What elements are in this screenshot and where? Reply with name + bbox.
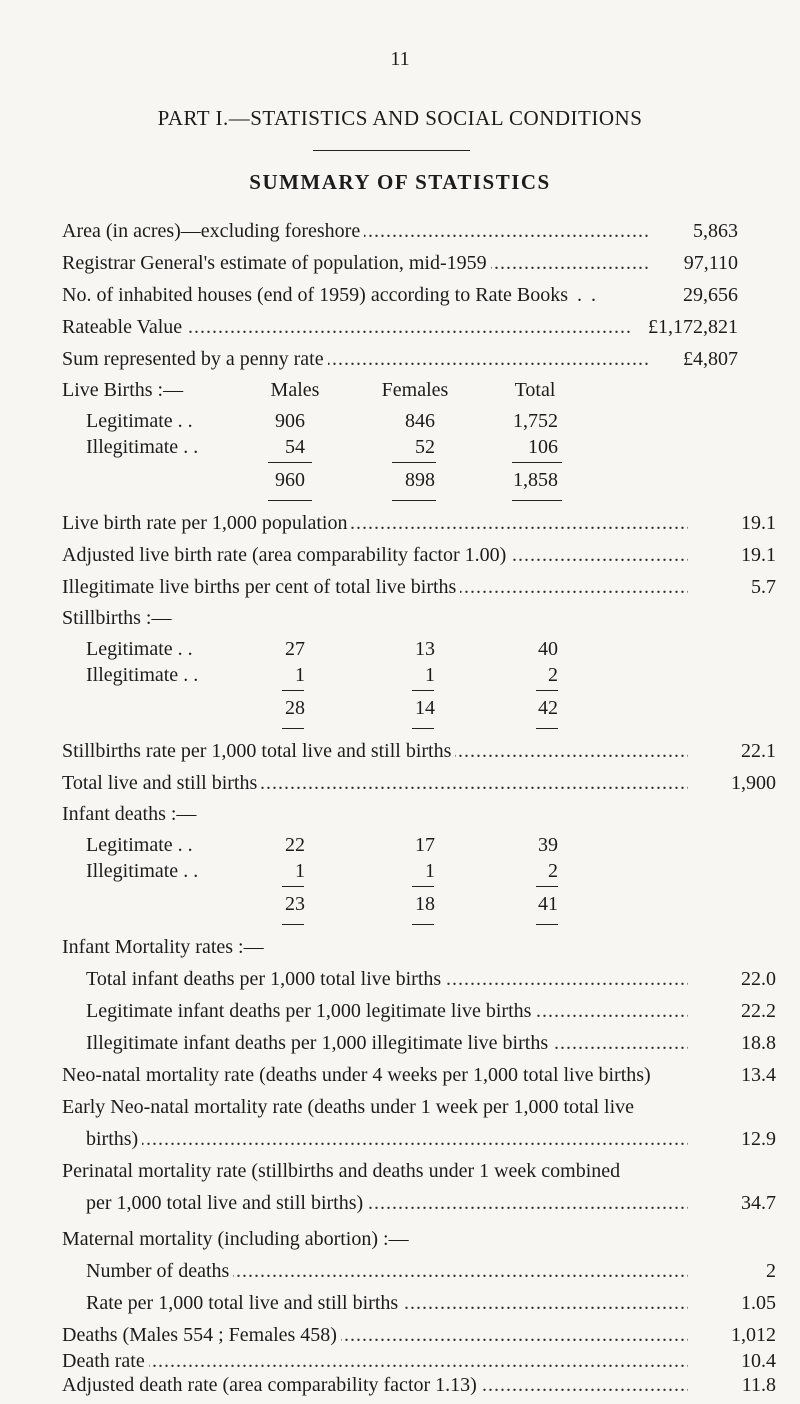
stat-row-maternal-rate [0,1292,800,1322]
stat-label: Stillbirths rate per 1,000 total live and still births [62,740,455,762]
part-title: PART I.—STATISTICS AND SOCIAL CONDITIONS [157,106,643,130]
stat-label: Live birth rate per 1,000 population [62,512,351,534]
stat-label: per 1,000 total live and still births) [86,1192,367,1214]
sum-rule [536,690,558,691]
stat-label: Rate per 1,000 total live and still births [86,1292,402,1314]
sum-rule [412,690,434,691]
stat-value: 13.4 [741,1064,776,1086]
stat-row-maternal-deaths [0,1260,800,1290]
table-cell: 906 [275,410,305,432]
table-total: 23 [285,893,305,915]
sum-rule [282,690,304,691]
sum-rule [392,500,436,501]
stat-value: 2 [766,1260,776,1282]
stat-value: 97,110 [683,252,738,274]
table-cell: 846 [405,410,435,432]
stat-row-rateable-value [0,316,800,346]
stat-row-legit-infant-deaths [0,1000,800,1030]
live-births-heading: Live Births :— [62,379,184,401]
table-total: 1,858 [513,469,558,491]
stat-label: Area (in acres)—excluding foreshore [62,220,364,242]
stat-label: Total live and still births [62,772,261,794]
stat-value: 22.2 [741,1000,776,1022]
table-row-label: Illegitimate . . [86,860,199,882]
stat-row-neonatal [0,1064,800,1094]
table-total: 898 [405,469,435,491]
table-row-label: Illegitimate . . [86,664,199,686]
table-cell: 39 [538,834,558,856]
infant-mortality-heading: Infant Mortality rates :— [62,936,264,958]
table-total: 41 [538,893,558,915]
stat-label: Sum represented by a penny rate [62,348,328,370]
table-cell: 40 [538,638,558,660]
table-cell: 1 [425,664,435,686]
stat-row-penny-rate [0,348,800,378]
sum-rule [536,728,558,729]
stat-value: 19.1 [741,544,776,566]
sum-rule [536,924,558,925]
stat-row-total-live-still [0,772,800,802]
sum-rule [412,886,434,887]
stat-label: births) [86,1128,142,1150]
table-row-label: Legitimate . . [86,834,193,856]
stat-value: 34.7 [741,1192,776,1214]
stat-value: 1.05 [741,1292,776,1314]
col-header-total: Total [514,379,556,401]
stat-label: Adjusted live birth rate (area comparability factor 1.00) [62,544,510,566]
stat-value: 22.0 [741,968,776,990]
stat-value: 5,863 [693,220,738,242]
col-header-females: Females [381,379,449,401]
stat-label: No. of inhabited houses (end of 1959) according to Rate Books [62,284,572,306]
stat-value: 22.1 [741,740,776,762]
sum-rule [282,728,304,729]
table-cell: 2 [548,860,558,882]
table-cell: 1,752 [513,410,558,432]
sum-rule [512,500,562,501]
stat-value: 19.1 [741,512,776,534]
stat-row-houses: No. of inhabited houses (end of 1959) according to Rate Books . . 29,656 [62,284,738,306]
stat-label: Number of deaths [86,1260,233,1282]
table-cell: 17 [415,834,435,856]
table-total: 28 [285,697,305,719]
table-cell: 52 [415,436,435,458]
table-row-label: Legitimate . . [86,410,193,432]
sum-rule [268,462,312,463]
stat-value: 1,012 [731,1324,776,1346]
infant-deaths-heading: Infant deaths :— [62,803,197,825]
table-total: 14 [415,697,435,719]
sum-rule [512,462,562,463]
stat-row-live-birth-rate [0,512,800,542]
stat-value: 10.4 [741,1350,776,1372]
stat-value: 12.9 [741,1128,776,1150]
col-header-males: Males [270,379,320,401]
table-cell: 27 [285,638,305,660]
sum-rule [412,924,434,925]
stat-row-illegitimate-percent [0,576,800,606]
summary-title: SUMMARY OF STATISTICS [249,170,551,194]
sum-rule [268,500,312,501]
table-total: 960 [275,469,305,491]
maternal-heading: Maternal mortality (including abortion) :— [62,1228,409,1250]
table-row-label: Legitimate . . [86,638,193,660]
stat-label: Total infant deaths per 1,000 total live births [86,968,445,990]
sum-rule [282,886,304,887]
stat-row-adjusted-birth-rate [0,544,800,574]
stat-label: Rateable Value [62,316,186,338]
stat-value: 5.7 [751,576,776,598]
stat-row-perinatal [0,1192,800,1222]
stat-label: Adjusted death rate (area comparability factor 1.13) [62,1374,481,1396]
table-cell: 1 [295,860,305,882]
page-number: 11 [390,48,410,70]
stat-value: 11.8 [741,1374,776,1396]
title-divider [313,150,470,151]
stat-label: Neo-natal mortality rate (deaths under 4 weeks per 1,000 total live births) [62,1064,655,1086]
stat-value: £4,807 [683,348,738,370]
sum-rule [412,728,434,729]
stat-label: Death rate [62,1350,149,1372]
stat-row-adjusted-death-rate [0,1374,800,1404]
table-cell: 2 [548,664,558,686]
table-cell: 13 [415,638,435,660]
stat-row-population [0,252,800,282]
stat-value: 18.8 [741,1032,776,1054]
stat-value: 29,656 [683,284,738,306]
stat-row-early-neonatal [0,1128,800,1158]
stat-row-illegit-infant-deaths [0,1032,800,1062]
stat-label: Registrar General's estimate of population, mid-1959 [62,252,491,274]
stillbirths-heading: Stillbirths :— [62,607,172,629]
sum-rule [282,924,304,925]
sum-rule [536,886,558,887]
stat-row-stillbirth-rate [0,740,800,770]
stat-label: Deaths (Males 554 ; Females 458) [62,1324,341,1346]
table-cell: 1 [425,860,435,882]
stat-label: Legitimate infant deaths per 1,000 legitimate live births [86,1000,535,1022]
sum-rule [392,462,436,463]
stat-value: 1,900 [731,772,776,794]
table-row-label: Illegitimate . . [86,436,199,458]
perinatal-label: Perinatal mortality rate (stillbirths and deaths under 1 week combined [62,1160,621,1182]
table-cell: 22 [285,834,305,856]
stat-value: £1,172,821 [648,316,738,338]
stat-row-area [0,220,800,250]
stat-label: Illegitimate infant deaths per 1,000 illegitimate live births [86,1032,552,1054]
table-total: 18 [415,893,435,915]
stat-label: Illegitimate live births per cent of total live births [62,576,460,598]
table-cell: 1 [295,664,305,686]
table-total: 42 [538,697,558,719]
table-cell: 54 [285,436,305,458]
table-cell: 106 [528,436,558,458]
early-neonatal-label: Early Neo-natal mortality rate (deaths under 1 week per 1,000 total live [62,1096,635,1118]
stat-row-total-infant-deaths [0,968,800,998]
